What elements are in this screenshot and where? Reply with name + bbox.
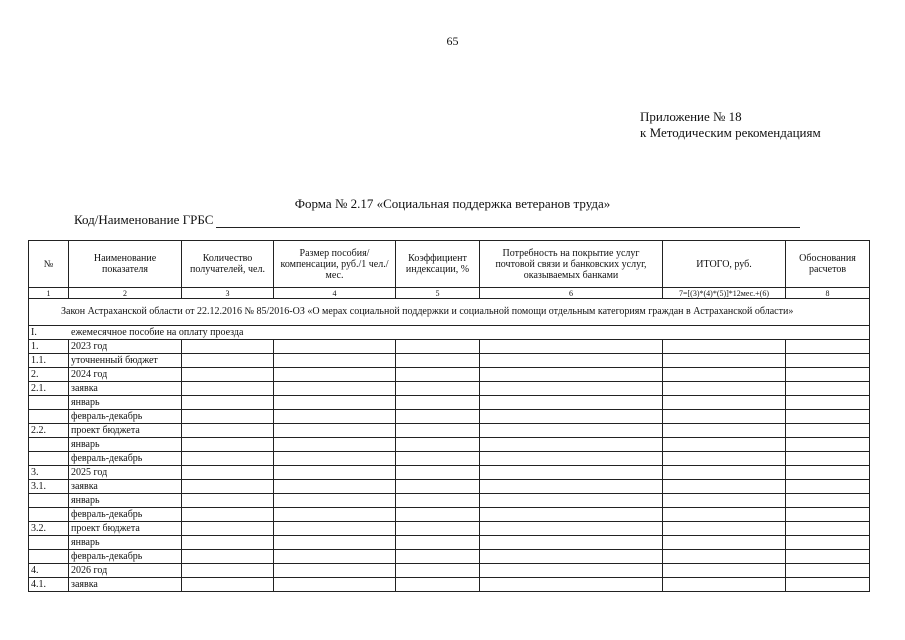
- input-cell[interactable]: [480, 508, 663, 522]
- table-row: [29, 508, 870, 522]
- row-number: [29, 438, 69, 452]
- section-row: [29, 326, 870, 340]
- input-cell[interactable]: [274, 522, 396, 536]
- input-cell[interactable]: [396, 438, 480, 452]
- row-label: январь: [69, 438, 182, 452]
- input-cell[interactable]: [396, 354, 480, 368]
- input-cell[interactable]: [182, 522, 274, 536]
- row-number: 2.2.: [29, 424, 69, 438]
- form-title: Форма № 2.17 «Социальная поддержка ветеранов труда»: [294, 196, 611, 211]
- input-cell[interactable]: [480, 396, 663, 410]
- input-cell[interactable]: [396, 480, 480, 494]
- row-label: январь: [69, 536, 182, 550]
- row-label: заявка: [69, 480, 182, 494]
- input-cell[interactable]: [396, 368, 480, 382]
- row-label: 2025 год: [69, 466, 182, 480]
- input-cell[interactable]: [663, 368, 786, 382]
- input-cell[interactable]: [480, 368, 663, 382]
- row-label: февраль-декабрь: [69, 508, 182, 522]
- input-cell[interactable]: [182, 564, 274, 578]
- input-cell[interactable]: [786, 438, 870, 452]
- table-row: [29, 410, 870, 424]
- input-cell[interactable]: [663, 578, 786, 592]
- row-label: февраль-декабрь: [69, 452, 182, 466]
- input-cell[interactable]: [786, 466, 870, 480]
- table-row: [29, 578, 870, 592]
- input-cell[interactable]: [274, 410, 396, 424]
- input-cell[interactable]: [182, 354, 274, 368]
- input-cell[interactable]: [274, 564, 396, 578]
- appendix-note: [640, 109, 821, 141]
- input-cell[interactable]: [182, 424, 274, 438]
- input-cell[interactable]: [786, 550, 870, 564]
- row-number: 2.1.: [29, 382, 69, 396]
- row-number: [29, 452, 69, 466]
- column-number: 6: [480, 288, 663, 299]
- input-cell[interactable]: [480, 522, 663, 536]
- input-cell[interactable]: [786, 536, 870, 550]
- row-number: [29, 536, 69, 550]
- column-number: 8: [786, 288, 870, 299]
- input-cell[interactable]: [274, 494, 396, 508]
- row-number: [29, 494, 69, 508]
- input-cell[interactable]: [786, 494, 870, 508]
- row-label: заявка: [69, 578, 182, 592]
- row-label: февраль-декабрь: [69, 410, 182, 424]
- table-row: [29, 536, 870, 550]
- input-cell[interactable]: [182, 452, 274, 466]
- input-cell[interactable]: [663, 522, 786, 536]
- appendix-line-1: Приложение № 18: [640, 109, 742, 124]
- law-row: [29, 299, 870, 326]
- section-num: I.: [31, 327, 37, 338]
- input-cell[interactable]: [480, 438, 663, 452]
- row-label: 2024 год: [69, 368, 182, 382]
- table-row: [29, 382, 870, 396]
- table-row: [29, 368, 870, 382]
- input-cell[interactable]: [274, 536, 396, 550]
- header-cell: №: [29, 241, 69, 288]
- table-row: [29, 424, 870, 438]
- input-cell[interactable]: [396, 578, 480, 592]
- input-cell[interactable]: [786, 396, 870, 410]
- page-number: 65: [446, 34, 459, 48]
- row-number: 2.: [29, 368, 69, 382]
- input-cell[interactable]: [480, 550, 663, 564]
- input-cell[interactable]: [480, 354, 663, 368]
- input-cell[interactable]: [786, 578, 870, 592]
- input-cell[interactable]: [274, 340, 396, 354]
- input-cell[interactable]: [663, 396, 786, 410]
- column-number: 7=[(3)*(4)*(5)]*12мес.+(6): [663, 288, 786, 299]
- input-cell[interactable]: [663, 494, 786, 508]
- row-number: [29, 508, 69, 522]
- input-cell[interactable]: [396, 494, 480, 508]
- input-cell[interactable]: [480, 340, 663, 354]
- section-label: ежемесячное пособие на оплату проезда: [71, 327, 244, 338]
- input-cell[interactable]: [786, 480, 870, 494]
- input-cell[interactable]: [480, 452, 663, 466]
- input-cell[interactable]: [663, 466, 786, 480]
- input-cell[interactable]: [274, 396, 396, 410]
- table-row: [29, 550, 870, 564]
- grbs-label: Код/Наименование ГРБС: [74, 212, 214, 227]
- input-cell[interactable]: [396, 410, 480, 424]
- input-cell[interactable]: [182, 508, 274, 522]
- table-row: [29, 494, 870, 508]
- input-cell[interactable]: [786, 508, 870, 522]
- input-cell[interactable]: [480, 466, 663, 480]
- input-cell[interactable]: [396, 536, 480, 550]
- row-number: 1.: [29, 340, 69, 354]
- input-cell[interactable]: [663, 480, 786, 494]
- row-label: 2026 год: [69, 564, 182, 578]
- column-number: 2: [69, 288, 182, 299]
- input-cell[interactable]: [182, 550, 274, 564]
- input-cell[interactable]: [663, 550, 786, 564]
- column-number: 3: [182, 288, 274, 299]
- input-cell[interactable]: [182, 466, 274, 480]
- input-cell[interactable]: [663, 382, 786, 396]
- section-cell: [29, 326, 870, 340]
- header-cell: ИТОГО, руб.: [663, 241, 786, 288]
- row-label: проект бюджета: [69, 424, 182, 438]
- input-cell[interactable]: [663, 424, 786, 438]
- input-cell[interactable]: [480, 424, 663, 438]
- input-cell[interactable]: [786, 522, 870, 536]
- input-cell[interactable]: [663, 354, 786, 368]
- row-number: 3.2.: [29, 522, 69, 536]
- input-cell[interactable]: [480, 410, 663, 424]
- table-row: [29, 354, 870, 368]
- table-row: [29, 522, 870, 536]
- input-cell[interactable]: [182, 396, 274, 410]
- row-label: 2023 год: [69, 340, 182, 354]
- input-cell[interactable]: [663, 410, 786, 424]
- input-cell[interactable]: [663, 564, 786, 578]
- row-number: [29, 550, 69, 564]
- input-cell[interactable]: [274, 452, 396, 466]
- input-cell[interactable]: [274, 550, 396, 564]
- row-number: 4.1.: [29, 578, 69, 592]
- appendix-line-2: к Методическим рекомендациям: [640, 125, 821, 140]
- input-cell[interactable]: [396, 522, 480, 536]
- input-cell[interactable]: [786, 382, 870, 396]
- input-cell[interactable]: [396, 564, 480, 578]
- input-cell[interactable]: [274, 382, 396, 396]
- table-row: [29, 438, 870, 452]
- input-cell[interactable]: [480, 382, 663, 396]
- input-cell[interactable]: [274, 354, 396, 368]
- row-label: заявка: [69, 382, 182, 396]
- row-number: 3.1.: [29, 480, 69, 494]
- input-cell[interactable]: [786, 354, 870, 368]
- grbs-field: [74, 212, 800, 228]
- input-cell[interactable]: [396, 466, 480, 480]
- input-cell[interactable]: [663, 438, 786, 452]
- form-table: [28, 240, 870, 592]
- input-cell[interactable]: [182, 438, 274, 452]
- row-label: январь: [69, 396, 182, 410]
- law-text: [29, 299, 870, 326]
- table-row: [29, 466, 870, 480]
- input-cell[interactable]: [663, 508, 786, 522]
- input-cell[interactable]: [182, 340, 274, 354]
- input-cell[interactable]: [182, 480, 274, 494]
- input-cell[interactable]: [274, 466, 396, 480]
- input-cell[interactable]: [182, 410, 274, 424]
- row-number: [29, 410, 69, 424]
- header-cell: Потребность на покрытие услуг почтовой связи и банковских услуг, оказываемых банками: [480, 241, 663, 288]
- input-cell[interactable]: [480, 480, 663, 494]
- row-number: 3.: [29, 466, 69, 480]
- header-cell: Коэффициент индексации, %: [396, 241, 480, 288]
- table-row: [29, 480, 870, 494]
- header-cell: Наименование показателя: [69, 241, 182, 288]
- law-text-content: Закон Астраханской области от 22.12.2016 № 85/2016-ОЗ «О мерах социальной поддержки и социальной помощи отдельным категориям граждан в Астраханской области»: [61, 306, 794, 317]
- input-cell[interactable]: [480, 564, 663, 578]
- header-cell: Количество получателей, чел.: [182, 241, 274, 288]
- input-cell[interactable]: [396, 340, 480, 354]
- row-number: 1.1.: [29, 354, 69, 368]
- row-label: февраль-декабрь: [69, 550, 182, 564]
- input-cell[interactable]: [663, 536, 786, 550]
- input-cell[interactable]: [786, 368, 870, 382]
- row-label: уточненный бюджет: [69, 354, 182, 368]
- input-cell[interactable]: [274, 578, 396, 592]
- column-number: 4: [274, 288, 396, 299]
- column-number: 5: [396, 288, 480, 299]
- input-cell[interactable]: [786, 452, 870, 466]
- table-row: [29, 396, 870, 410]
- input-cell[interactable]: [182, 578, 274, 592]
- column-number: 1: [29, 288, 69, 299]
- input-cell[interactable]: [274, 424, 396, 438]
- table-row: [29, 564, 870, 578]
- row-number: [29, 396, 69, 410]
- input-cell[interactable]: [786, 564, 870, 578]
- input-cell[interactable]: [274, 508, 396, 522]
- input-cell[interactable]: [182, 494, 274, 508]
- header-row: [29, 241, 870, 288]
- input-cell[interactable]: [480, 494, 663, 508]
- input-cell[interactable]: [274, 368, 396, 382]
- input-cell[interactable]: [396, 424, 480, 438]
- row-label: январь: [69, 494, 182, 508]
- table-row: [29, 452, 870, 466]
- input-cell[interactable]: [786, 424, 870, 438]
- header-cell: Размер пособия/компенсации, руб./1 чел./мес.: [274, 241, 396, 288]
- input-cell[interactable]: [182, 368, 274, 382]
- input-cell[interactable]: [396, 550, 480, 564]
- input-cell[interactable]: [663, 340, 786, 354]
- header-cell: Обоснования расчетов: [786, 241, 870, 288]
- input-cell[interactable]: [396, 382, 480, 396]
- input-cell[interactable]: [786, 340, 870, 354]
- row-label: проект бюджета: [69, 522, 182, 536]
- input-cell[interactable]: [274, 438, 396, 452]
- input-cell[interactable]: [480, 578, 663, 592]
- grbs-fill-line: [216, 214, 800, 228]
- input-cell[interactable]: [663, 452, 786, 466]
- input-cell[interactable]: [480, 536, 663, 550]
- row-number: 4.: [29, 564, 69, 578]
- input-cell[interactable]: [182, 382, 274, 396]
- input-cell[interactable]: [786, 410, 870, 424]
- column-number-row: [29, 288, 870, 299]
- input-cell[interactable]: [396, 396, 480, 410]
- table-row: [29, 340, 870, 354]
- input-cell[interactable]: [396, 452, 480, 466]
- input-cell[interactable]: [182, 536, 274, 550]
- input-cell[interactable]: [396, 508, 480, 522]
- input-cell[interactable]: [274, 480, 396, 494]
